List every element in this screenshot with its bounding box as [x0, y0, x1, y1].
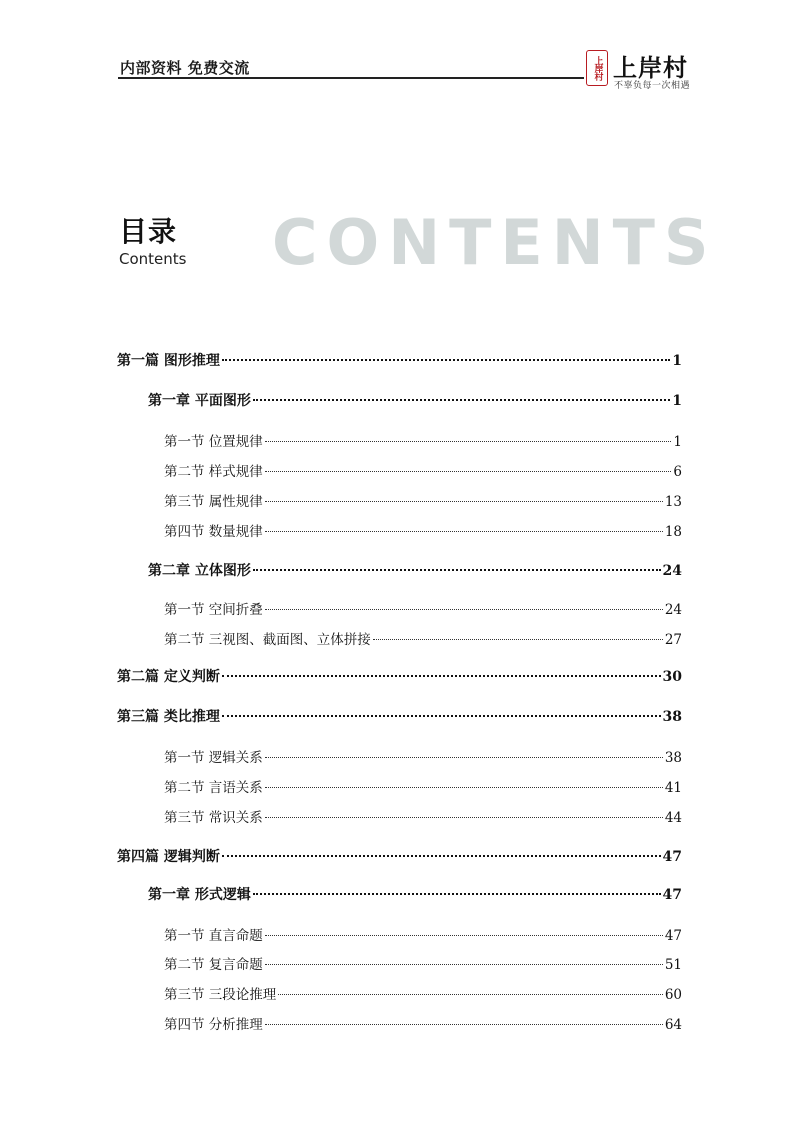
toc-entry-page: 47: [662, 887, 682, 903]
toc-entry-label: 第四篇 逻辑判断: [117, 849, 220, 865]
toc-entry[interactable]: [148, 390, 682, 410]
toc-entry-label: 第四节 数量规律: [164, 524, 263, 540]
toc-entry[interactable]: [164, 806, 682, 826]
toc-leader-dots: [278, 994, 663, 995]
toc-entry-label: 第一节 位置规律: [164, 434, 263, 450]
toc-entry-page: 6: [673, 464, 682, 480]
toc-leader-dots: [265, 1024, 663, 1025]
toc-leader-dots: [265, 441, 672, 442]
toc-entry-page: 38: [662, 709, 682, 725]
toc-entry-page: 64: [664, 1017, 682, 1033]
toc-entry-label: 第一节 逻辑关系: [164, 750, 263, 766]
toc-entry-page: 13: [664, 494, 682, 510]
toc-entry-page: 47: [662, 849, 682, 865]
toc-entry-page: 24: [662, 563, 682, 579]
toc-leader-dots: [265, 787, 663, 788]
toc-entry-page: 44: [664, 810, 682, 826]
contents-watermark: CONTENTS: [272, 206, 718, 279]
toc-entry[interactable]: [164, 924, 682, 944]
toc-leader-dots: [265, 531, 663, 532]
header-left-text: 内部资料 免费交流: [120, 59, 250, 77]
toc-entry[interactable]: [117, 350, 682, 370]
toc-entry-page: 38: [664, 750, 682, 766]
toc-leader-dots: [373, 639, 663, 640]
toc-leader-dots: [222, 359, 670, 361]
brand-seal: [586, 50, 608, 86]
toc-entry[interactable]: [164, 430, 682, 450]
toc-entry-page: 41: [664, 780, 682, 796]
header-divider: [118, 77, 584, 79]
toc-entry[interactable]: [117, 666, 682, 686]
toc-entry-page: 24: [664, 602, 682, 618]
brand-seal-text: 上岸村: [592, 56, 603, 80]
toc-entry-page: 1: [672, 393, 682, 409]
toc-entry-label: 第一节 直言命题: [164, 928, 263, 944]
toc-entry-label: 第三节 三段论推理: [164, 987, 277, 1003]
toc-entry-label: 第二篇 定义判断: [117, 669, 220, 685]
toc-leader-dots: [265, 609, 663, 610]
toc-entry[interactable]: [117, 706, 682, 726]
toc-entry[interactable]: [117, 846, 682, 866]
toc-leader-dots: [265, 817, 663, 818]
toc-entry[interactable]: [164, 953, 682, 973]
toc-leader-dots: [265, 471, 672, 472]
toc-entry-label: 第一章 形式逻辑: [148, 887, 251, 903]
toc-entry-label: 第三篇 类比推理: [117, 709, 220, 725]
page-subtitle: Contents: [119, 250, 187, 268]
toc-leader-dots: [222, 675, 661, 677]
toc-entry-page: 27: [664, 632, 682, 648]
toc-leader-dots: [253, 569, 661, 571]
toc-entry-label: 第二节 言语关系: [164, 780, 263, 796]
toc-leader-dots: [222, 855, 661, 857]
toc-entry-page: 51: [664, 957, 682, 973]
toc-entry-page: 47: [664, 928, 682, 944]
toc-entry[interactable]: [164, 776, 682, 796]
toc-leader-dots: [253, 893, 661, 895]
toc-entry-label: 第二节 三视图、截面图、立体拼接: [164, 632, 371, 648]
toc-entry-label: 第一篇 图形推理: [117, 353, 220, 369]
toc-entry-label: 第三节 属性规律: [164, 494, 263, 510]
toc-entry-label: 第二节 复言命题: [164, 957, 263, 973]
toc-entry[interactable]: [148, 560, 682, 580]
toc-entry-label: 第二章 立体图形: [148, 563, 251, 579]
toc-leader-dots: [222, 715, 661, 717]
toc-entry[interactable]: [164, 1013, 682, 1033]
toc-leader-dots: [265, 964, 663, 965]
toc-entry-page: 30: [662, 669, 682, 685]
toc-leader-dots: [265, 935, 663, 936]
toc-entry-label: 第四节 分析推理: [164, 1017, 263, 1033]
toc-leader-dots: [265, 757, 663, 758]
toc-leader-dots: [253, 399, 670, 401]
toc-entry-page: 1: [673, 434, 682, 450]
toc-entry-page: 60: [664, 987, 682, 1003]
page-title: 目录: [119, 215, 178, 248]
toc-entry[interactable]: [164, 460, 682, 480]
brand-name: 上岸村: [613, 54, 688, 82]
toc-entry-label: 第二节 样式规律: [164, 464, 263, 480]
toc-entry[interactable]: [164, 490, 682, 510]
toc-entry[interactable]: [164, 520, 682, 540]
toc-entry[interactable]: [148, 884, 682, 904]
toc-entry-page: 1: [672, 353, 682, 369]
toc-entry[interactable]: [164, 598, 682, 618]
toc-leader-dots: [265, 501, 663, 502]
toc-entry-page: 18: [664, 524, 682, 540]
toc-entry[interactable]: [164, 746, 682, 766]
toc-entry-label: 第一节 空间折叠: [164, 602, 263, 618]
toc-entry[interactable]: [164, 983, 682, 1003]
toc-entry-label: 第三节 常识关系: [164, 810, 263, 826]
brand-logo: [586, 48, 698, 92]
toc-entry-label: 第一章 平面图形: [148, 393, 251, 409]
brand-slogan: 不辜负每一次相遇: [614, 81, 691, 91]
toc-entry[interactable]: [164, 628, 682, 648]
